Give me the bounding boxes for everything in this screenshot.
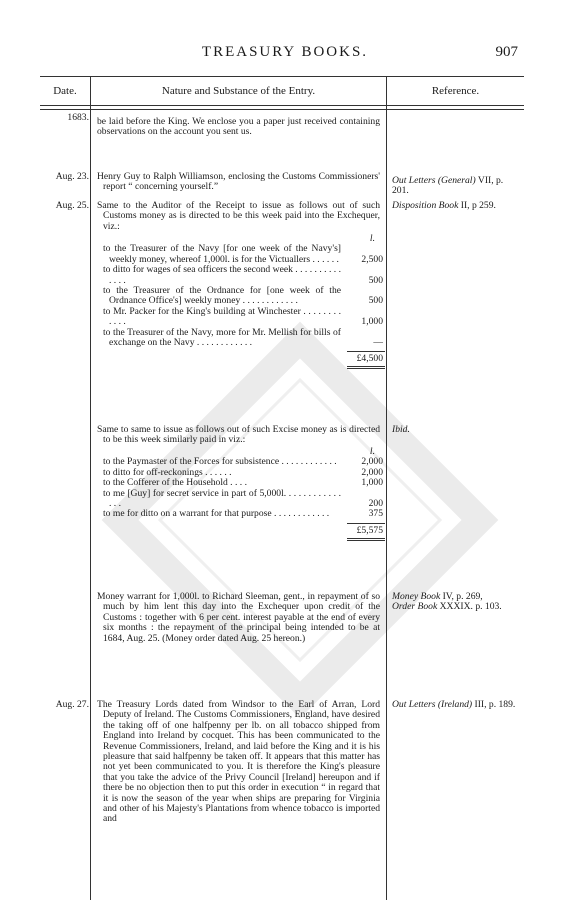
total-amount: £4,500 xyxy=(356,353,383,365)
list-item xyxy=(97,244,387,265)
reference-title: Money Book xyxy=(392,591,441,602)
item-amount: 1,000 xyxy=(361,477,383,489)
entry-date: Aug. 27. xyxy=(55,699,89,710)
item-amount: 2,000 xyxy=(361,466,383,478)
list-item xyxy=(97,265,387,286)
reference-location: XXXIX. p. 103. xyxy=(437,601,502,613)
date-column-rule xyxy=(90,76,91,900)
total-row xyxy=(97,526,387,538)
item-amount: 500 xyxy=(368,295,383,307)
item-amount: 2,000 xyxy=(361,456,383,468)
reference-location: III, p. 189. xyxy=(472,699,516,710)
item-amount: — xyxy=(373,337,383,349)
entry-text: Same to the Auditor of the Receipt to issue as follows out of such Customs money as is directed to be this week paid into the Exchequer, viz.: xyxy=(97,200,380,232)
reference-column-header: Reference. xyxy=(431,85,480,97)
entry-reference xyxy=(392,592,522,613)
item-text: to ditto for off-reckonings . . . . . . xyxy=(103,466,232,478)
total-double-rule xyxy=(97,366,387,370)
list-item xyxy=(97,509,387,519)
entry-date: Aug. 25. xyxy=(55,200,89,211)
list-item xyxy=(97,286,387,307)
item-amount: 500 xyxy=(368,274,383,286)
item-amount: 2,500 xyxy=(361,253,383,265)
payment-list xyxy=(97,447,387,542)
item-text: to ditto for wages of sea officers the second week . . . . . . . . . . . . . . xyxy=(103,264,341,286)
list-item xyxy=(97,328,387,349)
header-double-rule xyxy=(40,109,524,110)
total-double-rule xyxy=(97,538,387,542)
currency-heading: l. xyxy=(369,446,375,457)
date-column-header: Date. xyxy=(53,85,77,97)
entry-reference xyxy=(392,425,522,435)
reference-location: II, p 259. xyxy=(458,200,496,211)
item-text: to the Treasurer of the Ordnance for [one week of the Ordnance Office's] weekly money . . . . . . . . . . . . xyxy=(103,285,341,307)
reference-title: Out Letters (General) xyxy=(392,175,476,186)
item-text: to the Paymaster of the Forces for subsistence . . . . . . . . . . . . xyxy=(103,456,337,468)
ledger-table xyxy=(40,76,524,900)
entry-reference xyxy=(392,201,522,211)
total-row xyxy=(97,354,387,366)
reference-location: VII, p. 201. xyxy=(392,175,504,197)
entry-date: 1683. xyxy=(67,112,89,123)
reference-title: Out Letters (Ireland) xyxy=(392,699,473,710)
total-amount: £5,575 xyxy=(356,524,383,536)
page-number: 907 xyxy=(495,44,518,60)
item-text: to Mr. Packer for the King's building at Winchester . . . . . . . . . . . . xyxy=(103,305,341,328)
nature-column-header: Nature and Substance of the Entry. xyxy=(161,85,316,97)
item-text: to the Cofferer of the Household . . . . xyxy=(103,477,247,489)
currency-heading: l. xyxy=(369,233,375,244)
entry-text: Same to same to issue as follows out of such Excise money as is directed to be this week similarly paid in viz.: xyxy=(97,424,380,446)
item-text: to the Treasurer of the Navy, more for Mr. Mellish for bills of exchange on the Navy . . . . . . . . . . . . xyxy=(103,326,341,349)
reference-location: IV, p. 269, xyxy=(440,591,483,602)
entry-text: be laid before the King. We enclose you a paper just received containing observations on the account you sent us. xyxy=(97,116,380,138)
table-top-rule xyxy=(40,76,524,77)
running-head xyxy=(0,44,570,64)
reference-title: Disposition Book xyxy=(392,200,459,211)
item-text: to the Treasurer of the Navy [for one week of the Navy's] weekly money, whereof 1,000l. is for the Victuallers . . . . . . xyxy=(103,243,341,265)
list-item xyxy=(97,489,387,510)
payment-list xyxy=(97,234,387,370)
reference-title: Order Book xyxy=(392,601,438,613)
entry-date: Aug. 23. xyxy=(55,171,89,182)
page-title: TREASURY BOOKS. xyxy=(201,44,369,60)
entry-text: The Treasury Lords dated from Windsor to the Earl of Arran, Lord Deputy of Ireland. The Customs Commissioners, England, have desired the taking off of one halfpenny per lb. on all tobacco shipped from England into Ireland by cocquet. This has been communicated to the Revenue Commissioners, Ireland, and laid before the King and it is his pleasure that said halfpenny be taken off. It appears that this matter has not yet been communicated to you. It is therefore the King's pleasure that you take the advice of the Privy Council [Ireland] hereupon and if there be no objection then to put this order in execution “ in regard that it is now the season of the year when ships are preparing for Virginia and other of his Majesty's Plantations from whence tobacco is imported and xyxy=(97,699,380,825)
item-amount: 200 xyxy=(368,498,383,510)
entry-reference xyxy=(392,176,522,197)
item-amount: 1,000 xyxy=(361,316,383,328)
item-amount: 375 xyxy=(368,508,383,520)
entry-text: Money warrant for 1,000l. to Richard Sleeman, gent., in repayment of so much by him lent this day into the Exchequer upon credit of the Customs : together with 6 per cent. interest payable at the end of every six months : the repayment of the principal being intended to be at 1684, Aug. 25. (Money order dated Aug. 25 hereon.) xyxy=(97,591,380,644)
header-rule xyxy=(40,105,524,106)
list-item xyxy=(97,307,387,328)
item-text: to me [Guy] for secret service in part of 5,000l. . . . . . . . . . . . . . . xyxy=(103,487,341,510)
entry-text: Henry Guy to Ralph Williamson, enclosing the Customs Commissioners' report “ concerning yourself.” xyxy=(97,171,380,193)
reference-title: Ibid. xyxy=(392,424,410,435)
entry-reference xyxy=(392,700,522,710)
item-text: to me for ditto on a warrant for that purpose . . . . . . . . . . . . xyxy=(103,508,330,520)
